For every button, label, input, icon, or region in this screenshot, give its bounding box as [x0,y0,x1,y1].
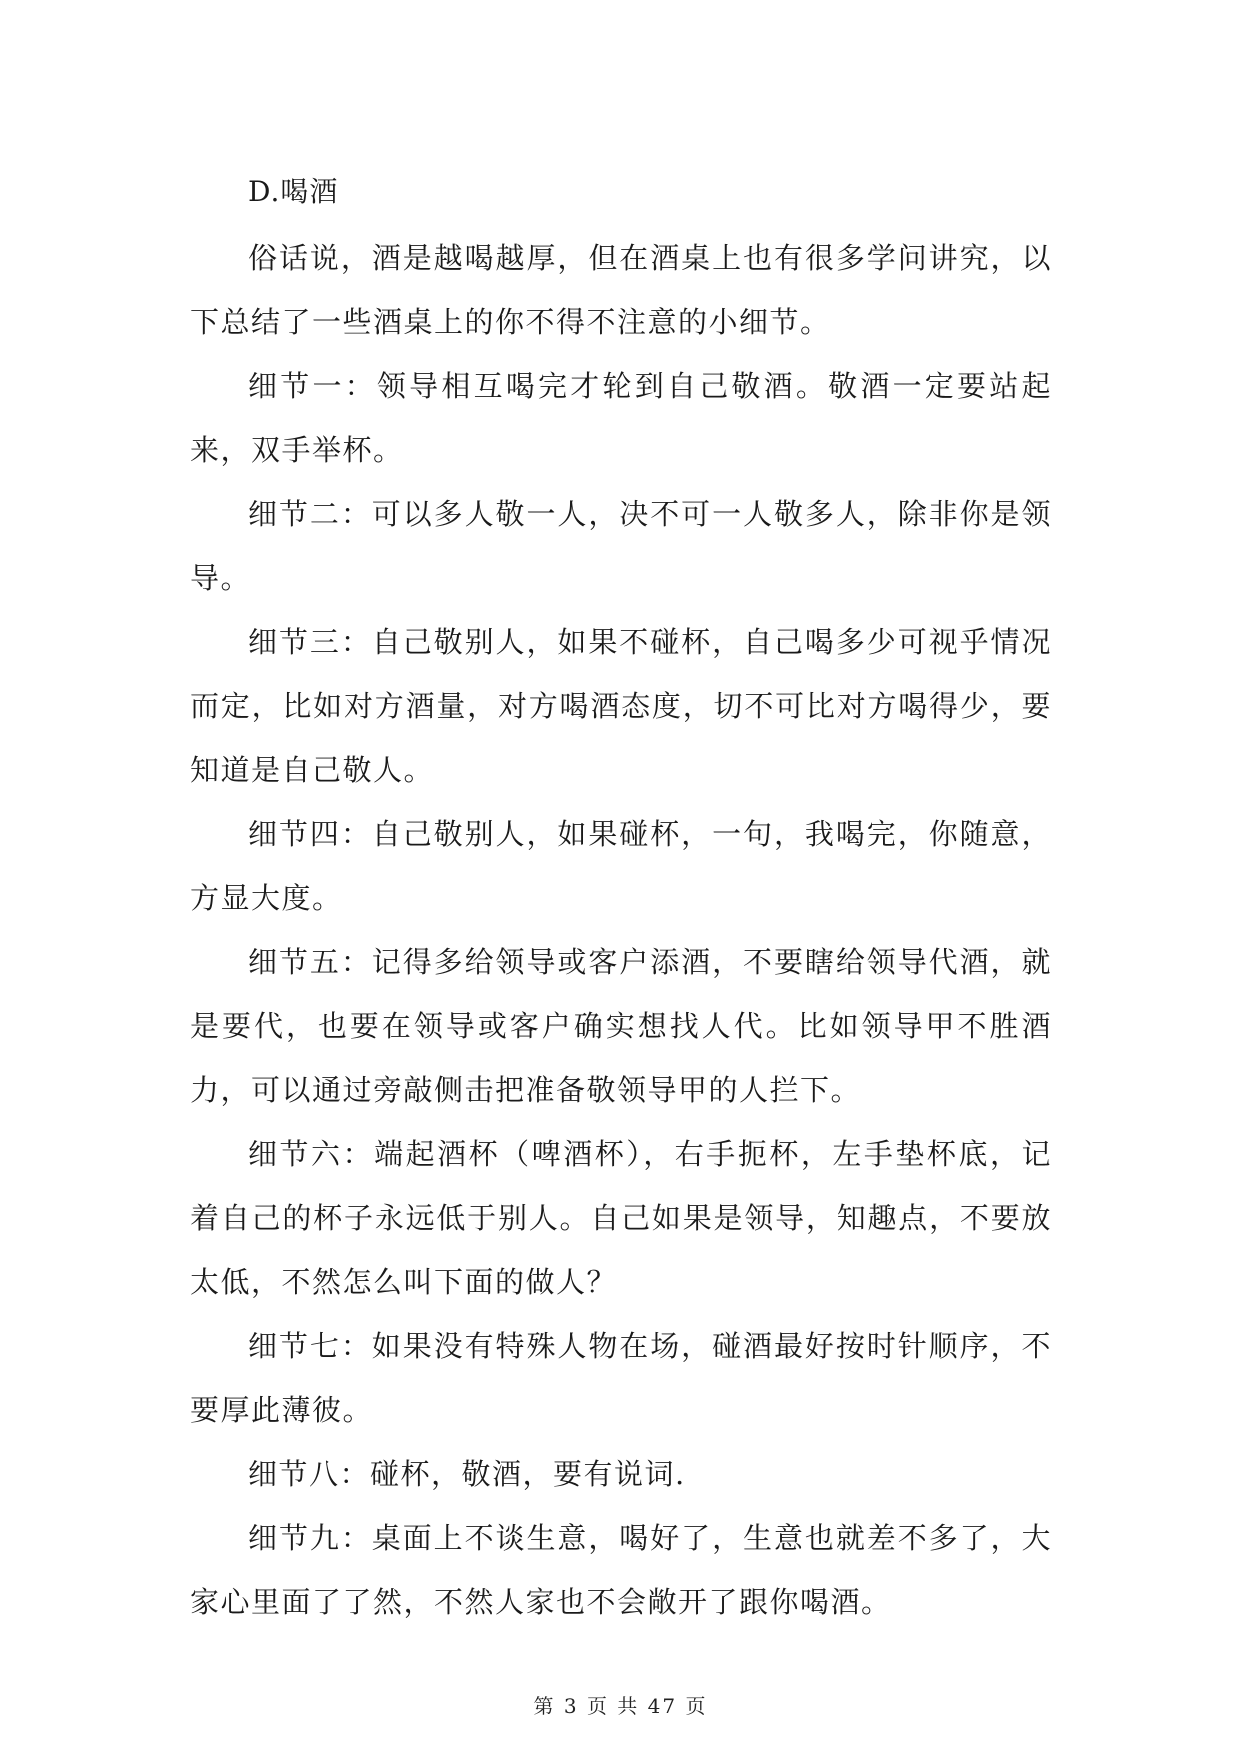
paragraph-intro: 俗话说，酒是越喝越厚，但在酒桌上也有很多学问讲究，以下总结了一些酒桌上的你不得不注意的小细节。 [190,241,1052,339]
paragraph-detail-6: 细节六：端起酒杯（啤酒杯），右手扼杯，左手垫杯底，记着自己的杯子永远低于别人。自己如果是领导，知趣点，不要放太低，不然怎么叫下面的做人？ [190,1137,1052,1299]
page-number-footer: 第 3 页 共 47 页 [533,1694,708,1718]
paragraph-detail-7: 细节七：如果没有特殊人物在场，碰酒最好按时针顺序，不要厚此薄彼。 [190,1329,1052,1427]
paragraph-detail-8: 细节八：碰杯，敬酒，要有说词. [248,1457,686,1491]
paragraph-detail-2: 细节二：可以多人敬一人，决不可一人敬多人，除非你是领导。 [190,497,1052,595]
paragraph-detail-5: 细节五：记得多给领导或客户添酒，不要瞎给领导代酒，就是要代，也要在领导或客户确实想找人代。比如领导甲不胜酒力，可以通过旁敲侧击把准备敬领导甲的人拦下。 [190,945,1052,1107]
paragraph-detail-9: 细节九：桌面上不谈生意，喝好了，生意也就差不多了，大家心里面了了然，不然人家也不会敞开了跟你喝酒。 [190,1521,1052,1619]
paragraph-detail-4: 细节四：自己敬别人，如果碰杯，一句，我喝完，你随意，方显大度。 [190,817,1052,915]
document-body [190,160,1052,1634]
paragraph-detail-1: 细节一：领导相互喝完才轮到自己敬酒。敬酒一定要站起来，双手举杯。 [190,369,1052,467]
section-heading: D.喝酒 [248,175,339,208]
paragraph-detail-3: 细节三：自己敬别人，如果不碰杯，自己喝多少可视乎情况而定，比如对方酒量，对方喝酒态度，切不可比对方喝得少，要知道是自己敬人。 [190,625,1052,787]
